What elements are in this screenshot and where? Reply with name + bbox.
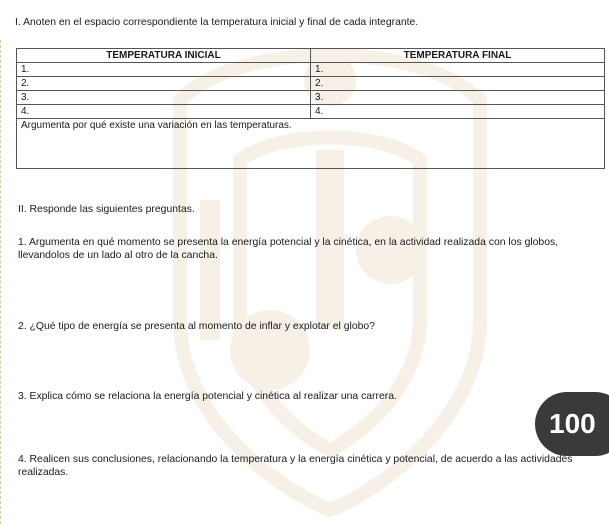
question-2: 2. ¿Qué tipo de energía se presenta al momento de inflar y explotar el globo? [18,321,375,332]
table-row [17,105,605,119]
header-final-temperature: TEMPERATURA FINAL [311,49,605,63]
question-1: 1. Argumenta en qué momento se presenta la energía potencial y la cinética, en la actividad realizada con los globos, llevandolos de un lado al otro de la cancha. [18,237,559,261]
initial-cell-1[interactable]: 1. [17,63,311,77]
left-margin-rule [0,40,1,524]
final-cell-3[interactable]: 3. [311,91,605,105]
initial-cell-4[interactable]: 4. [17,105,311,119]
table-row [17,119,605,169]
question-3: 3. Explica cómo se relaciona la energía potencial y cinética al realizar una carrera. [18,391,397,402]
argument-cell[interactable]: Argumenta por qué existe una variación en las temperaturas. [17,119,605,169]
question-4: 4. Realicen sus conclusiones, relacionando la temperatura y la energía cinética y potencial, de acuerdo a las actividades realizadas. [18,454,573,478]
header-initial-temperature: TEMPERATURA INICIAL [17,49,311,63]
score-badge: 100 [535,392,609,456]
section-1-title: I. Anoten en el espacio correspondiente la temperatura inicial y final de cada integrante. [15,17,419,28]
initial-cell-2[interactable]: 2. [17,77,311,91]
table-row [17,77,605,91]
section-2-title: II. Responde las siguientes preguntas. [18,204,195,215]
table-row [17,91,605,105]
temperature-table [16,48,605,169]
final-cell-4[interactable]: 4. [311,105,605,119]
table-row [17,63,605,77]
final-cell-2[interactable]: 2. [311,77,605,91]
initial-cell-3[interactable]: 3. [17,91,311,105]
final-cell-1[interactable]: 1. [311,63,605,77]
